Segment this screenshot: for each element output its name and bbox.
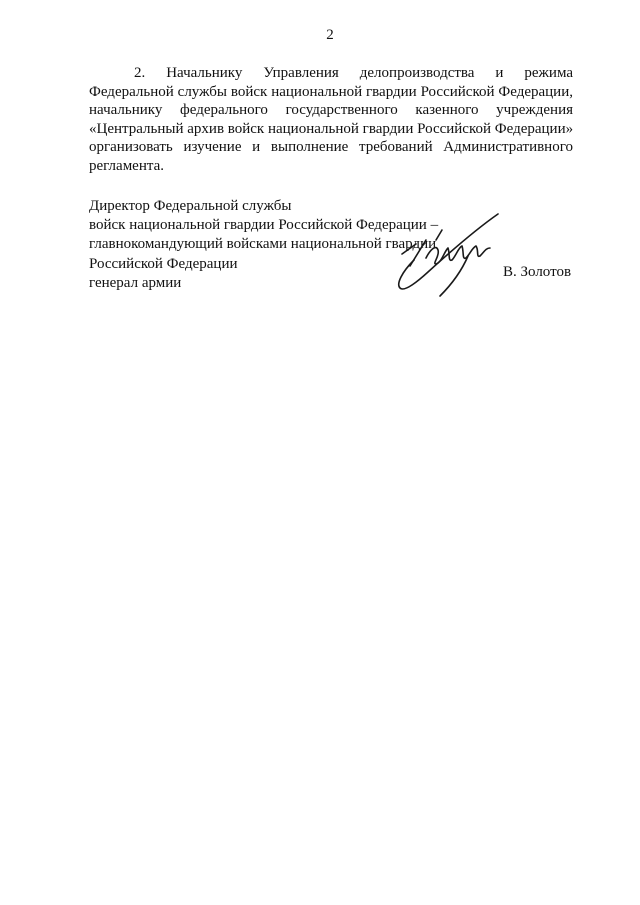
page-number: 2 bbox=[326, 27, 334, 43]
paragraph-line: организовать изучение и выполнение требований Административного bbox=[89, 139, 573, 156]
body-paragraph bbox=[89, 64, 573, 176]
signature-stroke bbox=[436, 230, 442, 240]
paragraph-line: регламента. bbox=[89, 157, 165, 174]
signatory-title-line: главнокомандующий войсками национальной гвардии bbox=[89, 236, 437, 253]
paragraph-line: Федеральной службы войск национальной гвардии Российской Федерации, bbox=[89, 83, 573, 100]
signature-stroke bbox=[402, 244, 416, 254]
paragraph-line: 2. Начальнику Управления делопроизводства и режима bbox=[134, 65, 573, 81]
handwritten-signature bbox=[380, 200, 510, 310]
signature-stroke bbox=[410, 240, 426, 266]
signatory-rank: генерал армии bbox=[89, 274, 182, 291]
signature-stroke bbox=[440, 256, 468, 296]
signature-stroke bbox=[426, 246, 490, 264]
paragraph-line: начальнику федерального государственного казенного учреждения bbox=[89, 102, 573, 119]
paragraph-line: «Центральный архив войск национальной гвардии Российской Федерации» bbox=[89, 120, 574, 137]
signer-name: В. Золотов bbox=[503, 264, 572, 280]
signatory-title-line: войск национальной гвардии Российской Федерации – bbox=[89, 217, 439, 234]
signatory-title-line: Директор Федеральной службы bbox=[89, 198, 292, 214]
signatory-title-line: Российской Федерации bbox=[89, 255, 238, 272]
